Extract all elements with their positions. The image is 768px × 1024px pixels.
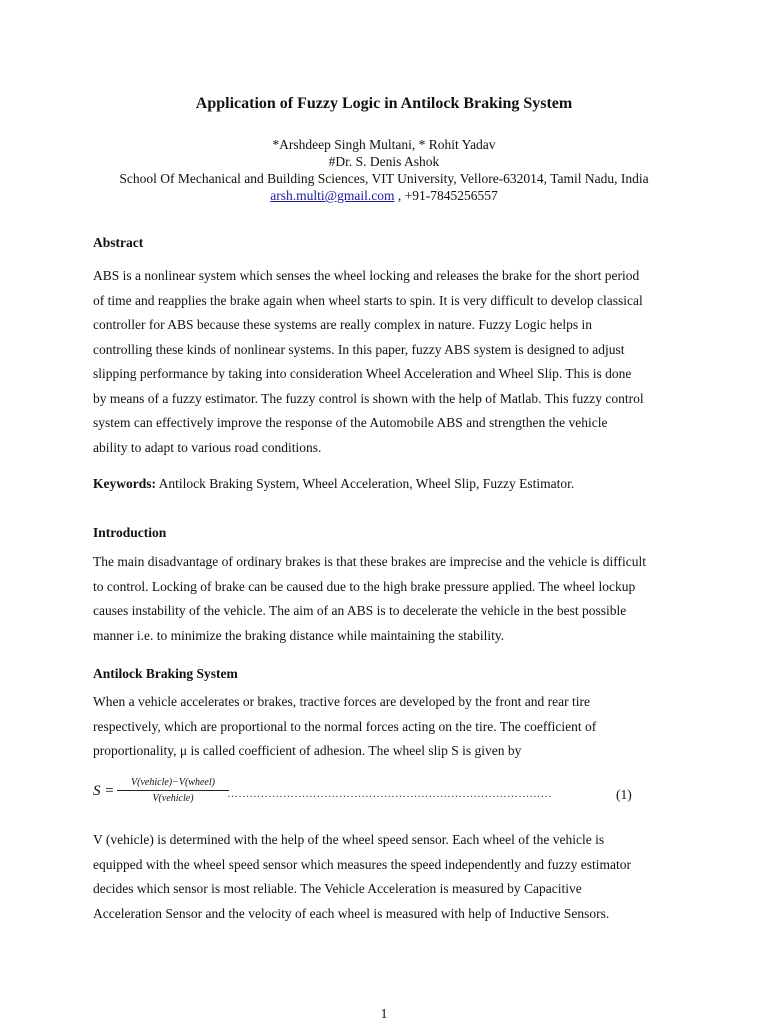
abstract-line: ability to adapt to various road conditions. <box>93 439 322 455</box>
paper-title: Application of Fuzzy Logic in Antilock Braking System <box>195 95 573 112</box>
equation-lhs: S = <box>93 783 115 799</box>
body-line: V (vehicle) is determined with the help of the wheel speed sensor. Each wheel of the vehicle is <box>93 832 605 847</box>
page-number: 1 <box>380 1006 388 1021</box>
abstract-line: by means of a fuzzy estimator. The fuzzy control is shown with the help of Matlab. This fuzzy control <box>93 390 644 406</box>
equation-number: (1) <box>616 787 632 802</box>
abs-line: When a vehicle accelerates or brakes, tractive forces are developed by the front and rear tire <box>93 694 590 709</box>
intro-line: causes instability of the vehicle. The aim of an ABS is to decelerate the vehicle in the best possible <box>93 603 627 618</box>
equation-fraction <box>117 776 229 805</box>
phone-number: , +91-7845256557 <box>394 188 498 203</box>
abstract-body <box>93 264 683 460</box>
contact-line <box>0 187 768 204</box>
abstract-line: system can effectively improve the response of the Automobile ABS and strengthen the vehicle <box>93 415 608 430</box>
supervisor-name: #Dr. S. Denis Ashok <box>328 154 440 169</box>
abstract-line: slipping performance by taking into consideration Wheel Acceleration and Wheel Slip. This is done <box>93 366 632 381</box>
equation-denominator: V(vehicle) <box>152 793 194 804</box>
abs-line: respectively, which are proportional to the normal forces acting on the tire. The coefficient of <box>93 718 597 734</box>
keywords-label: Keywords: <box>93 476 156 491</box>
abs-section-body <box>93 690 683 764</box>
abstract-line: controller for ABS because these systems are really complex in nature. Fuzzy Logic helps in <box>93 317 592 332</box>
equation-numerator: V(vehicle)−V(wheel) <box>131 777 215 788</box>
abstract-line: of time and reapplies the brake again when wheel starts to spin. It is very difficult to develop classical <box>93 292 643 308</box>
intro-line: manner i.e. to minimize the braking distance while maintaining the stability. <box>93 627 505 643</box>
body-line: Acceleration Sensor and the velocity of each wheel is measured with help of Inductive Sensors. <box>93 905 610 921</box>
abstract-line: controlling these kinds of nonlinear systems. In this paper, fuzzy ABS system is designed to adjust <box>93 341 625 357</box>
abstract-line: ABS is a nonlinear system which senses the wheel locking and releases the brake for the short period <box>93 268 640 283</box>
affiliation: School Of Mechanical and Building Sciences, VIT University, Vellore-632014, Tamil Nadu, India <box>119 171 649 186</box>
abstract-heading: Abstract <box>93 235 144 250</box>
intro-line: to control. Locking of brake can be caused due to the high brake pressure applied. The wheel lockup <box>93 578 636 594</box>
email-link[interactable]: arsh.multi@gmail.com <box>270 188 395 203</box>
introduction-heading: Introduction <box>93 525 167 540</box>
keywords-text: Antilock Braking System, Wheel Acceleration, Wheel Slip, Fuzzy Estimator. <box>156 476 575 491</box>
keywords-line <box>93 474 574 494</box>
after-equation-body <box>93 828 683 926</box>
author-names: *Arshdeep Singh Multani, * Rohit Yadav <box>272 137 496 152</box>
intro-line: The main disadvantage of ordinary brakes is that these brakes are imprecise and the vehicle is difficult <box>93 554 647 569</box>
author-block <box>0 136 768 204</box>
slip-equation <box>93 774 643 818</box>
abs-section-heading: Antilock Braking System <box>93 666 238 681</box>
abs-line: proportionality, μ is called coefficient of adhesion. The wheel slip S is given by <box>93 743 522 758</box>
body-line: equipped with the wheel speed sensor which measures the speed independently and fuzzy estimator <box>93 856 631 872</box>
fraction-bar <box>117 790 229 791</box>
equation-leader-dots: …………………………………………………………………………… <box>227 788 552 800</box>
introduction-body <box>93 550 683 648</box>
body-line: decides which sensor is most reliable. The Vehicle Acceleration is measured by Capacitive <box>93 881 582 896</box>
